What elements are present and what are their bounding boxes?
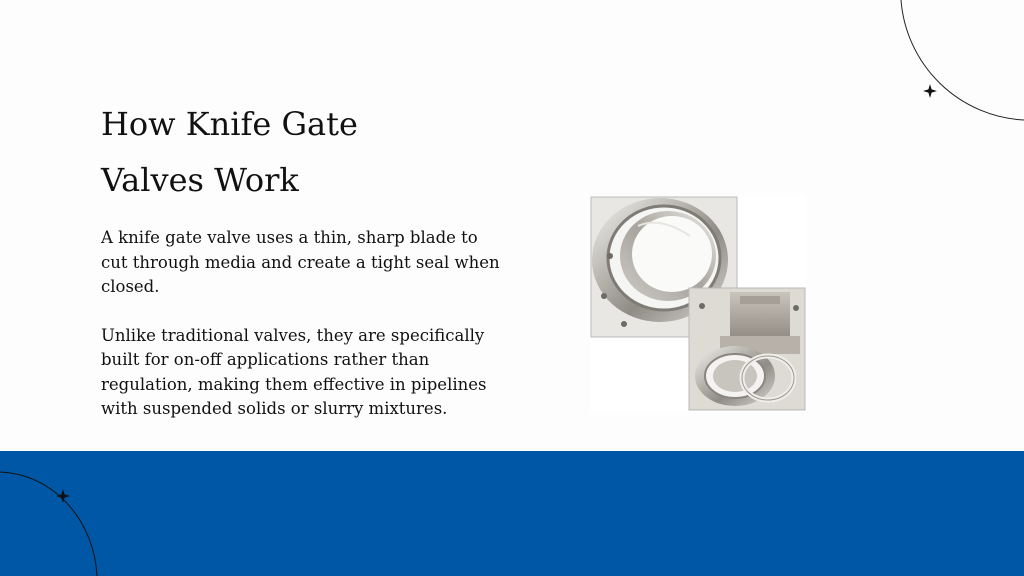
slide-body (101, 226, 501, 446)
paragraph-2: Unlike traditional valves, they are specifically built for on-off applications rather than regulation, making them effective in pipelines with suspended solids or slurry mixtures. (101, 325, 487, 418)
paragraph-1: A knife gate valve uses a thin, sharp blade to cut through media and create a tight seal when closed. (101, 228, 500, 296)
slide-title-line-1: How Knife Gate (101, 105, 358, 143)
bottom-blue-band (0, 451, 1024, 576)
slide-title-line-2: Valves Work (101, 161, 299, 199)
slide-title (101, 96, 521, 208)
four-point-star-icon (923, 84, 937, 98)
knife-gate-valve-image (590, 196, 806, 412)
